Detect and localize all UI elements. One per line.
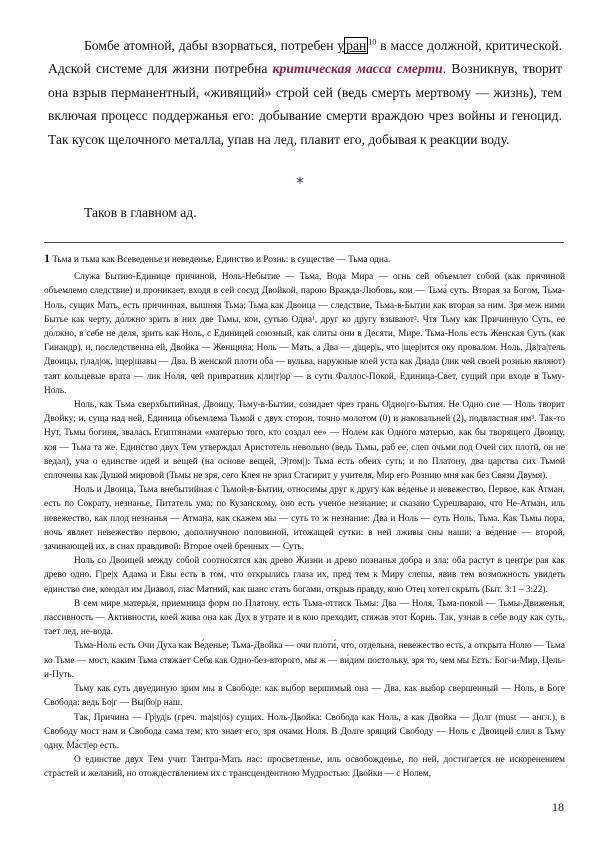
footnote-paragraph: Ноль, как Тьма сверхбытийная, Двоицу, Тьму-в-Бытии, созидает чрез грань О|дно|го-Бытия. Не Одно сие — Ноль творит Двойку; и, суща над ней, Единица объемлема Тьмой с двух сторон, точно молотом (0) и наковальней (2), подвластная им³. Так-то Нут, Тьмы богиня, звалась Египтянами «матерью того, кто создал ее» — Нолем как Одного матерью, как бы творящего Двоицу, коя — Тьма та же. Единство двух Тем утверждал Аристотель невольно (ведь Тьмы, раб ее, слеп очьми под Очей сих плотй, он не ведал), уча о единстве идей и вещей (на основе вещей, Э|том|): Тьма есть обеих суть; и по Платону, два царства сих Тьмой сплочены как Душой мировой (Тьмы не зря, сего Клея не зрил Стагирит у учителя, Мир его Рознию мня как без Связи Двумя). [44,400,565,482]
emphasis-critical-mass: критическая масса смерти [272,61,443,77]
main-text [48,34,562,151]
section-separator: * [296,173,304,192]
footnote-paragraph: Так, Причина — Гр|уд|ь (греч. ma|st|ós) сущих. Ноль-Двойка: Свобода как Ноль, а как Двойка — Долг (must — англ.), в Свободу мост нам и Свобода сама тем, кто знает его, зря очами Ноля. В Долге зрящий Свободу — Ноль с Двоицей слил в Тьму одну, Ма́ст|ер есть. [44,712,565,751]
page-number: 18 [552,800,564,814]
footnote-paragraph: Ноль и Двоица, Тьма внебытийная с Тьмой-в-Бытии, относимы друг к другу как ве́денье и невежество. Первое, как Атман, есть по Сократу, незнанье, Питатель ума; по Кузанскому, оно есть ученое незнание; и сказано Сурешвараю, что Не-Атман, иль невежество, как плод незнанья — Атмана, как скажем мы — суть то ж незнание: Два и Ноль — суть Ноль, Тьма. Как Тьмы пора, ночь являет невежество первою, дополнучною половиной, итожащей сутки: в ней лживы сны наши; а ве́дение — второй, зачинающей их, в снах правдивой: Второе очей бренных — Суть. [44,485,565,553]
footnote-paragraph: Служа Бытию-Единице причиной, Ноль-Небытие — Тьма, Вода Мира — огнь сей объемлет собой (как причиной объемлемо следствие) и проникает, входя в сей сосуд Двойкой, парою Вражда-Любовь, кои — Тьма́ суть. Вторая за Богом, Тьма-Ноль, сущих Мать, есть причинная, вышняя Тьма; Тьма как Двоица — следствие, Тьма-в-Бытии как вторая за ним. Зря меж ними Бытье как черту, до́лжно зрить в них две Тьмы, кои, сутью Одна¹, друг ко другу взывают². Чтя Тьму как Причинную Суть, ее до́лжно, в себе не деля, зрить как Ноль, с Единицей союзный, как слиты они в Десяти, Мире. Тьма-Ноль есть Женская Суть (как Гинандр), и, последственна ей, Двойка — Женщина; Ноль — Мать, а Два — д|щер|ь, что |щер|ится оку провалом. Ноль, Дв|га|тель Двоицы, г|лад|ок, |щер|шавы — Два. В женской плоти оба — вульва, наружные коей уста как Диада (лик чей своей рознью являют) таят кольцевые врата — лик Ноля, чей привратник к|ли|т|ор — в сути Фаллос-Покой, Единица-Свет, сущий при входе в Тьму-Ноль. [44,272,565,396]
footnote-block [44,251,565,782]
footnote-paragraph: Тьму как суть двуединую зрим мы в Свободе: как выбор вершимый она — Два, как выбор свершенный — Ноль, в Боге Свобода: ведь Бо|г — Вы|бо|р наш. [44,684,565,709]
uran-word: у ран [337,38,367,53]
footnote-divider [44,242,564,243]
footnote-paragraph: В сем мире матерь|я, приемница форм по Платону, есть Тьма-оттиск Тьмы: Два — Ноля, Тьма-покой — Тьмы-Движенья, пассивность — Активности, коей жива она как Дух в утрате и в кою преходит, стяжав этот Корнь. Так, узнав в себе воду как суть, тает лед, не-вода. [44,598,565,638]
footnote-paragraph: Ноль со Двоицей между собой соотносятся как древо Жизни и древо познанья добра и зла: оба растут в центре рая как древо одно. Г|ре|х Адама и Евы есть в том, что открылись глаза их, пред тем к Миру слепы, явив тем возможность увидеть единство сие, коюдал им Диавол, глас Матний, как шанс стать богами, открыв правду, кою Отец хотел скрыть (Быт. 3:1 – 3:22). [44,556,565,595]
footnote-marker: 1 [44,251,50,265]
main-paragraph-2: Таков в главном ад. [84,205,197,220]
footnote-paragraph: О единстве двух Тем учит Тантра-Мать нас: просветленье, иль освобожденье, по ней, достигается не искоренением страстей и желаний, но отождествлением их с трансцендентною Мудростью: Двойки — с Нолем, [44,755,565,780]
footnote-paragraph: Тьма-Ноль есть Очи Духа как Ве́денье; Тьма-Двойка — очи плоти́, что, отдельна, невежество есть, а открыта Нолю — Тьма ко Тьме — мост, каким Тьма стяжает Себя как Одно-без-второго, мы ж — ви́дим постольку, зря то, чем мы Есть: Бог-и-Мир, Цель-и-Путь. [44,641,565,680]
footnote-ref-10[interactable]: 10 [368,37,377,47]
footnote-title: 1 Тьма и тьма как Всеведенье и неведенье, Единство и Рознь: в существе — Тьма одна. [44,251,391,265]
main-paragraph-1: Бомбе атомной, дабы взорваться, потребен у ран $^{10}$ в массе должной, критической. Адской системе для жизни потребна критическая масса смерти. Возникнув, творит она взрыв перманентный, «живящий» строй сей (ведь смерть мертвому — жизнь), тем включая процесс поддержанья его: добывание смерти враждою чрез войны и геноцид. Так кусок щелочного металла, упав на лед, плавит его, добывая к реакции воду. [48,37,563,147]
